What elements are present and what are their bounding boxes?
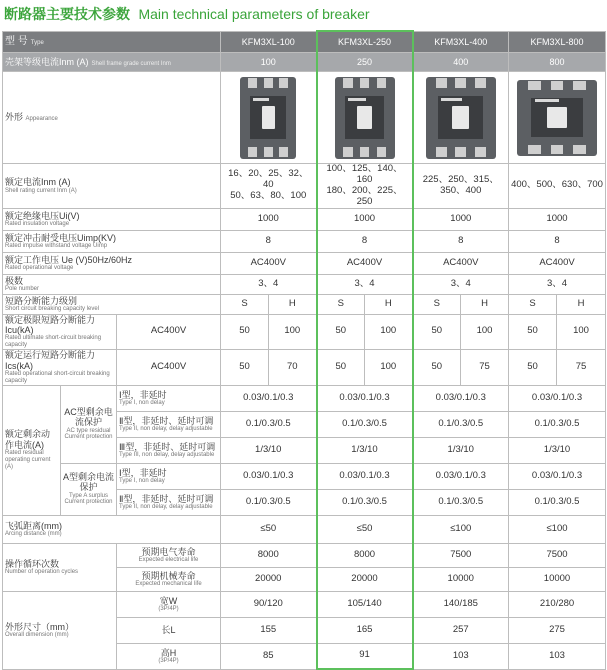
header-row bbox=[3, 31, 606, 53]
breaker-image-250 bbox=[317, 72, 413, 164]
residual-a-type1-row: A型剩余电流保护 Type A surplus Current protection Ⅰ型，非延时 Type I, non delay 0.03/0.1/0.3 0.03/0.1/0.3 0.03/0.1/0.3 0.03/0.1/0.3 bbox=[3, 463, 606, 489]
model-400: KFM3XL-400 bbox=[413, 31, 509, 53]
width-row: 外形尺寸（mm） Overall dimension (mm) 宽W (3P/4P) 90/120 105/140 140/185 210/280 bbox=[3, 591, 606, 617]
breaker-image-800 bbox=[509, 72, 606, 164]
icu-row: 额定极限短路分断能力Icu(kA) Rated ultimate short-circuit breaking capacity AC400V 50 100 50 100 50 100 50 100 bbox=[3, 314, 606, 349]
residual-ac-type3-row: Ⅲ型，非延时、延时可调 Type III, non delay, delay adjustable 1/3/10 1/3/10 1/3/10 1/3/10 bbox=[3, 437, 606, 463]
appearance-row: 外形 Appearance bbox=[3, 72, 606, 164]
mechanical-life-row: 预期机械寿命 Expected mechanical life 20000 20000 10000 10000 bbox=[3, 567, 606, 591]
a-protection-label: A型剩余电流保护 Type A surplus Current protection bbox=[61, 463, 117, 515]
length-row: 长L 155 165 257 275 bbox=[3, 617, 606, 643]
dimension-label: 外形尺寸（mm） Overall dimension (mm) bbox=[3, 591, 117, 669]
ac-protection-label: AC型剩余电流保护 AC type residual Current protection bbox=[61, 385, 117, 463]
model-label: 型 号 Type bbox=[3, 31, 221, 53]
residual-ac-type1-row: 额定剩余动作电流(A) Rated residual operating current (A) AC型剩余电流保护 AC type residual Current protection Ⅰ型，非延时 Type I, non delay 0.03/0.1/0.3 0.03/0.1/0.3 0.03/0.1/0.3 0.03/0.1/0.3 bbox=[3, 385, 606, 411]
residual-label: 额定剩余动作电流(A) Rated residual operating current (A) bbox=[3, 385, 61, 515]
frame-current-row: 壳架等级电流Inm (A) Shell frame grade current Inm 100 250 400 800 bbox=[3, 53, 606, 72]
rated-current-row: 额定电流Inm (A) Shell rating current Inm (A) 16、20、25、32、40 50、63、80、100 100、125、140、160 180、200、225、250 225、250、315、 350、400 400、500、630、700 bbox=[3, 164, 606, 209]
residual-ac-type2-row: Ⅱ型，非延时、延时可调 Type II, non delay, delay adjustable 0.1/0.3/0.5 0.1/0.3/0.5 0.1/0.3/0.5 0.1/0.3/0.5 bbox=[3, 411, 606, 437]
breaking-level-row: 短路分断能力级别 Short circuit breaking capacity level S H S H S H S H bbox=[3, 294, 606, 314]
arcing-row: 飞弧距离(mm) Arcing distance (mm) ≤50 ≤50 ≤100 ≤100 bbox=[3, 515, 606, 543]
model-100: KFM3XL-100 bbox=[221, 31, 317, 53]
poles-row: 极数 Pole number 3、4 3、4 3、4 3、4 bbox=[3, 274, 606, 294]
page-title bbox=[4, 4, 370, 24]
spec-table bbox=[2, 30, 606, 670]
impulse-voltage-row: 额定冲击耐受电压Uimp(KV) Rated impulse withstand voltage Uimp 8 8 8 8 bbox=[3, 230, 606, 252]
title-en: Main technical parameters of breaker bbox=[138, 6, 370, 22]
title-cn: 断路器主要技术参数 bbox=[4, 6, 130, 22]
breaker-image-400 bbox=[413, 72, 509, 164]
insulation-voltage-row: 额定绝缘电压Ui(V) Rated insulation voltage 1000 1000 1000 1000 bbox=[3, 208, 606, 230]
model-800: KFM3XL-800 bbox=[509, 31, 606, 53]
breaker-image-100 bbox=[221, 72, 317, 164]
operational-voltage-row: 额定工作电压 Ue (V)50Hz/60Hz Rated operational voltage AC400V AC400V AC400V AC400V bbox=[3, 252, 606, 274]
ics-row: 额定运行短路分断能力Ics(kA) Rated operational short-circuit breaking capacity AC400V 50 70 50 100 50 75 50 75 bbox=[3, 350, 606, 385]
cycles-label: 操作循环次数 Number of operation cycles bbox=[3, 543, 117, 591]
electrical-life-row: 操作循环次数 Number of operation cycles 预期电气寿命 Expected electrical life 8000 8000 7500 7500 bbox=[3, 543, 606, 567]
height-row: 高H (3P/4P) 85 91 103 103 bbox=[3, 643, 606, 669]
residual-a-type2-row: Ⅱ型，非延时、延时可调 Type II, non delay, delay adjustable 0.1/0.3/0.5 0.1/0.3/0.5 0.1/0.3/0.5 0.1/0.3/0.5 bbox=[3, 489, 606, 515]
model-250: KFM3XL-250 bbox=[317, 31, 413, 53]
